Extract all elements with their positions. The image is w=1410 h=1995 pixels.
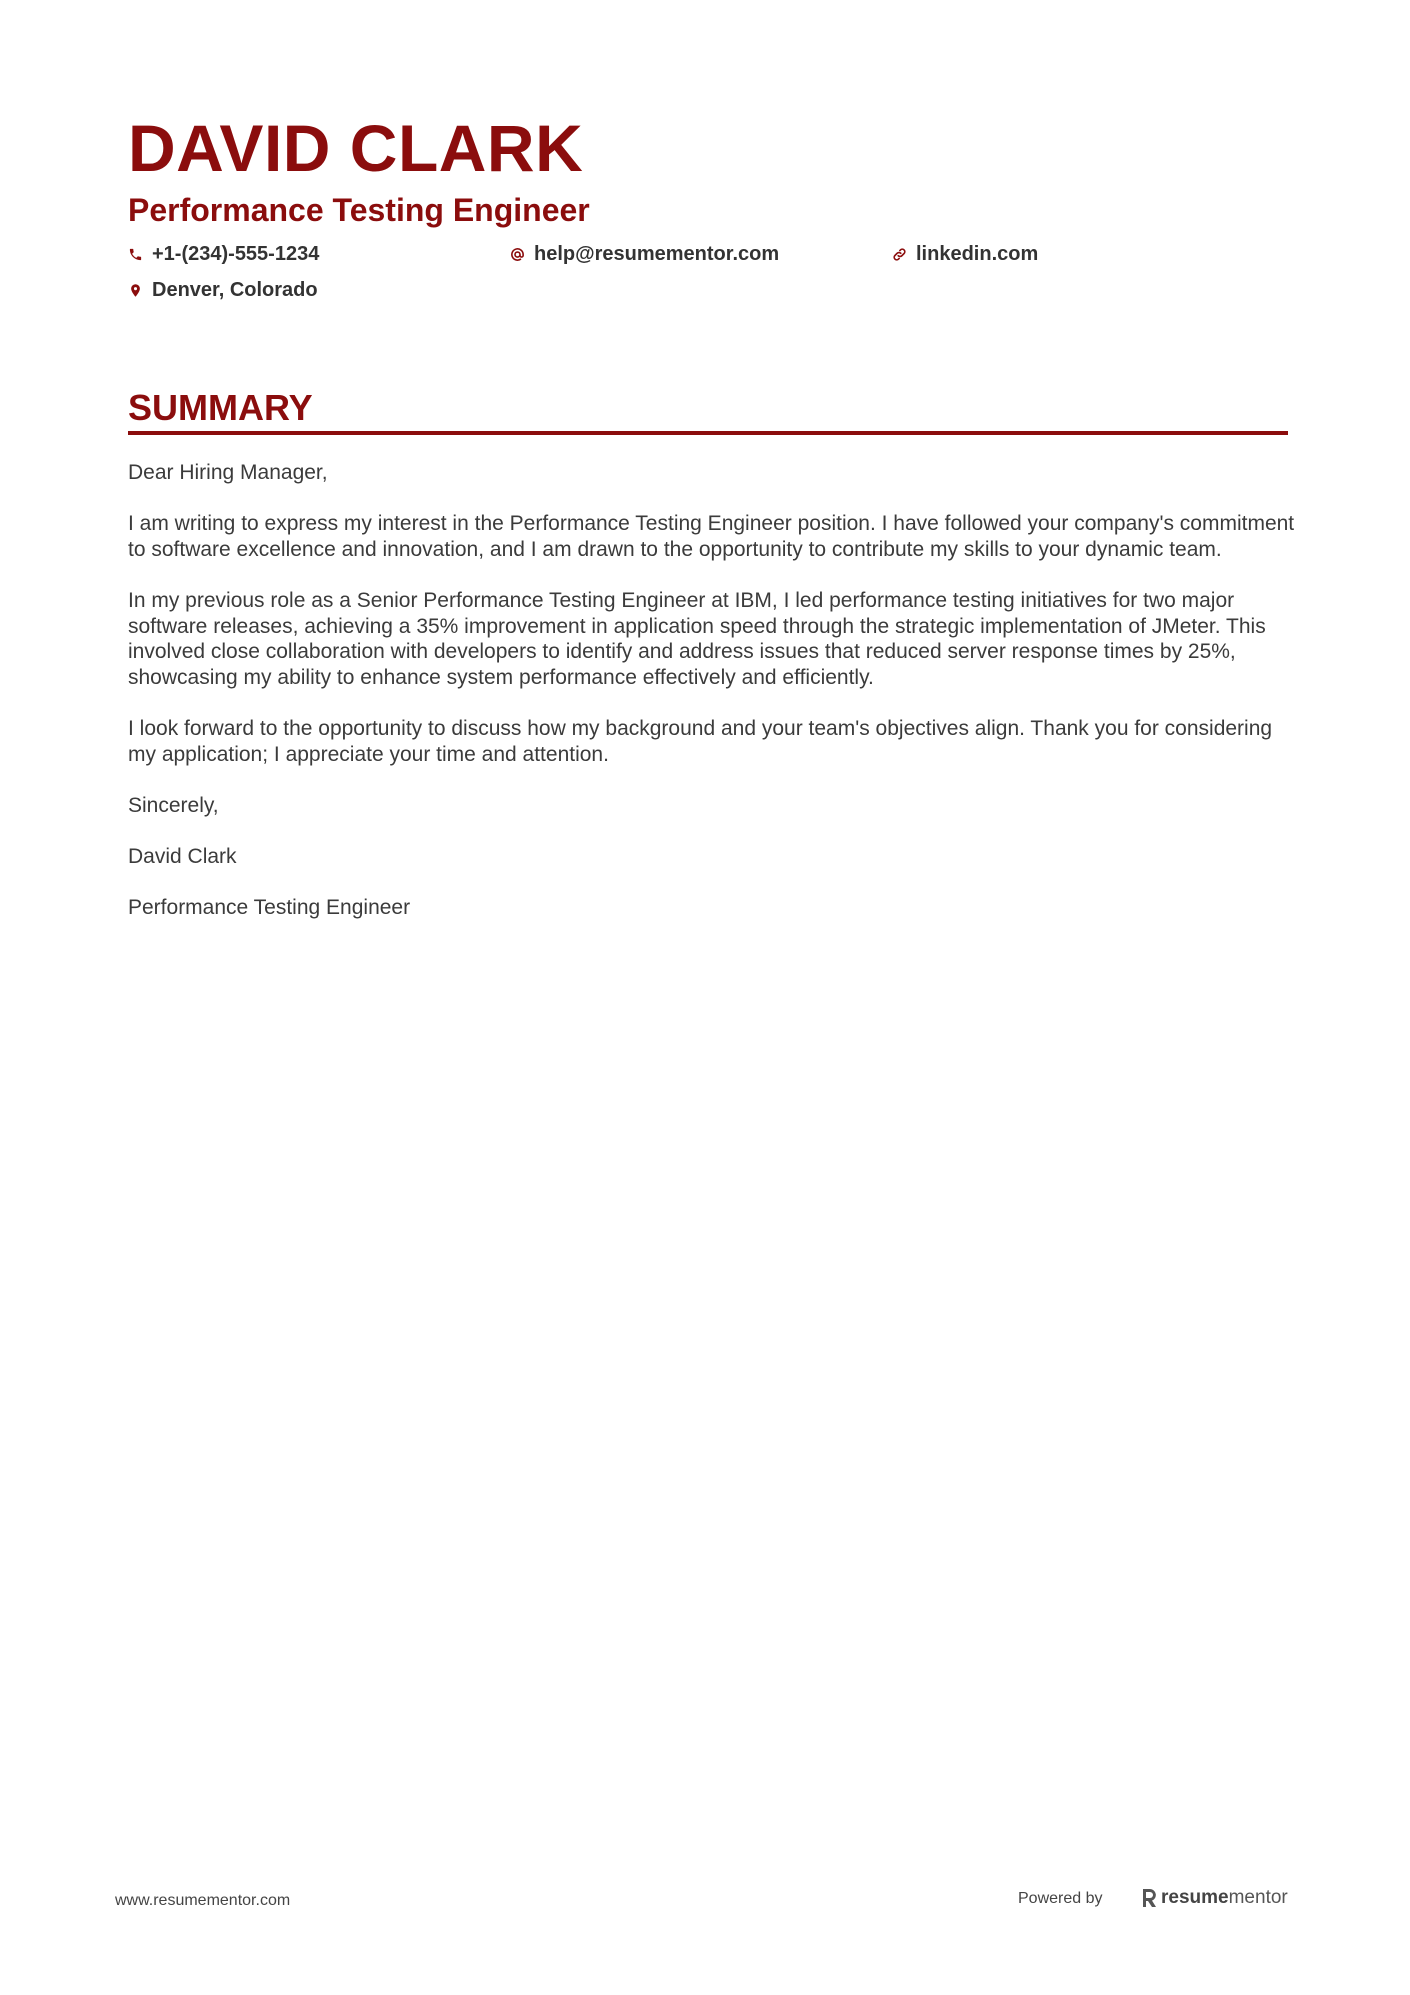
letter-paragraph-experience: In my previous role as a Senior Performance Testing Engineer at IBM, I led performance testing initiatives for two major software releases, achieving a 35% improvement in application speed through the strategic implementation of JMeter. This involved close collaboration with developers to identify and address issues that reduced server response times by 25%, showcasing my ability to enhance system performance effectively and efficiently. <box>128 588 1266 689</box>
letter-paragraph-closing: I look forward to the opportunity to discuss how my background and your team's objectives align. Thank you for considering my application; I appreciate your time and attention. <box>128 716 1273 766</box>
link-icon <box>892 247 907 262</box>
email-text[interactable]: help@resumementor.com <box>534 243 780 265</box>
summary-heading: SUMMARY <box>128 387 313 428</box>
contact-linkedin[interactable] <box>892 240 1038 268</box>
contact-location <box>128 276 318 304</box>
sign-off: Sincerely, <box>128 793 219 817</box>
contact-phone <box>128 240 319 268</box>
section-divider <box>128 431 1288 435</box>
candidate-name: DAVID CLARK <box>128 111 584 185</box>
resumementor-logo-icon <box>1141 1888 1158 1908</box>
footer-website[interactable]: www.resumementor.com <box>115 1892 291 1909</box>
salutation: Dear Hiring Manager, <box>128 461 328 484</box>
location-pin-icon <box>128 283 143 298</box>
brand-logo[interactable] <box>1141 1887 1288 1909</box>
brand-text-resume: resume <box>1161 1887 1229 1908</box>
linkedin-text[interactable]: linkedin.com <box>916 243 1039 265</box>
at-icon <box>510 247 525 262</box>
location-text: Denver, Colorado <box>152 279 318 301</box>
letter-paragraph-intro: I am writing to express my interest in the Performance Testing Engineer position. I have followed your company's commitment to software excellence and innovation, and I am drawn to the opportunity to contribute my skills to your dynamic team. <box>128 512 1295 561</box>
brand-text-mentor: mentor <box>1228 1887 1288 1908</box>
signature-name: David Clark <box>128 844 237 868</box>
phone-text: +1-(234)-555-1234 <box>152 243 320 265</box>
candidate-job-title: Performance Testing Engineer <box>128 192 590 228</box>
letter-body <box>128 460 1300 946</box>
phone-icon <box>128 247 143 262</box>
signature-title: Performance Testing Engineer <box>128 896 411 920</box>
contact-email[interactable] <box>510 240 779 268</box>
powered-by-label: Powered by <box>1018 1890 1103 1907</box>
